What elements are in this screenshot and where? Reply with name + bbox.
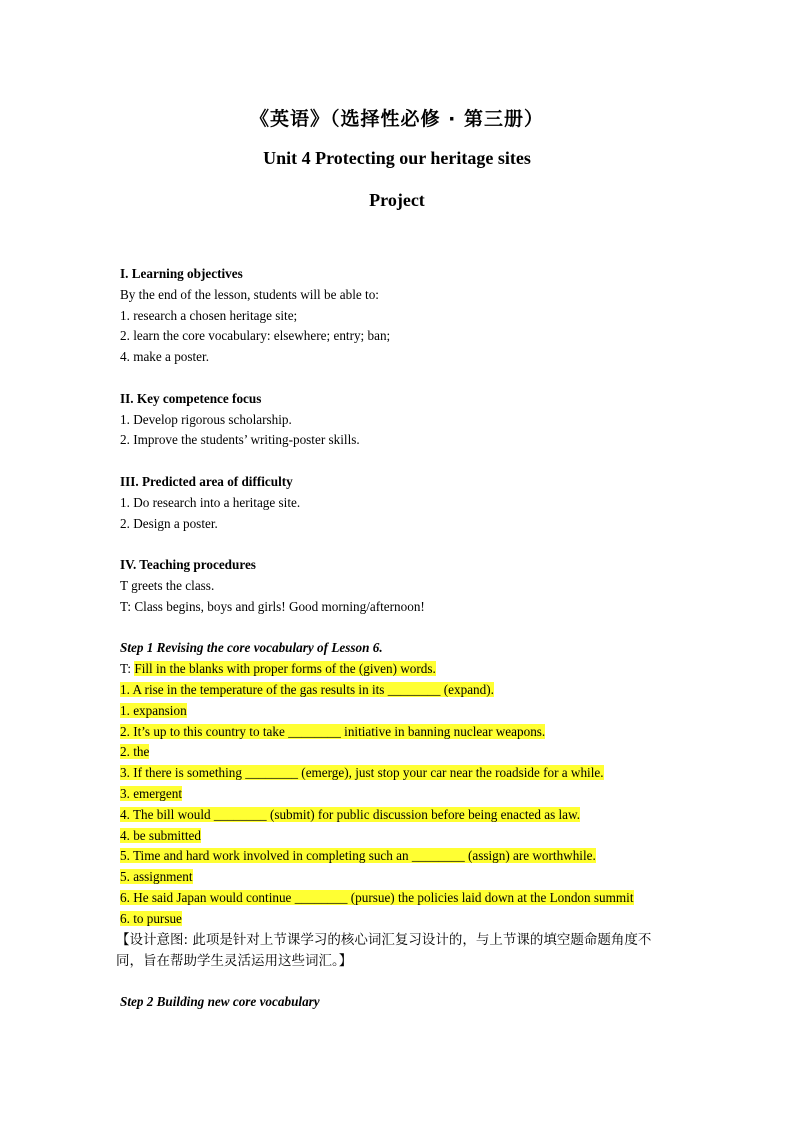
instruction-text: Fill in the blanks with proper forms of the (given) words. [134, 661, 436, 677]
exercise-answer: 3. emergent [120, 785, 183, 801]
difficulty-heading: III. Predicted area of difficulty [120, 473, 293, 489]
textbook-title: 《英语》（选择性必修 · 第三册） [250, 108, 544, 130]
procedures-heading: IV. Teaching procedures [120, 557, 256, 573]
objective-item: 4. make a poster. [120, 349, 209, 365]
exercise-question: 5. Time and hard work involved in completing such an ________ (assign) are worthwhile. [120, 848, 596, 864]
exercise-question: 4. The bill would ________ (submit) for public discussion before being enacted as law. [120, 806, 581, 822]
objectives-heading: I. Learning objectives [120, 266, 243, 281]
section-title: Project [369, 190, 425, 210]
procedure-line: T: Class begins, boys and girls! Good morning/afternoon! [120, 598, 425, 614]
lesson-content [116, 264, 720, 1013]
competence-item: 2. Improve the students’ writing-poster skills. [120, 432, 360, 448]
difficulty-item: 2. Design a poster. [120, 515, 218, 531]
unit-title: Unit 4 Protecting our heritage sites [263, 148, 531, 168]
exercise-answer: 5. assignment [120, 869, 193, 885]
design-note: 【设计意图: 此项是针对上节课学习的核心词汇复习设计的，与上节课的填空题命题角度不同，旨在帮助学生灵活运用这些词汇。】 [116, 931, 652, 969]
exercise-answer: 6. to pursue [120, 910, 182, 926]
objective-item: 1. research a chosen heritage site; [120, 307, 298, 323]
exercise-question: 2. It’s up to this country to take ________ initiative in banning nuclear weapons. [120, 723, 546, 739]
difficulty-item: 1. Do research into a heritage site. [120, 494, 301, 510]
exercise-question: 3. If there is something ________ (emerge), just stop your car near the roadside for a while. [120, 765, 604, 781]
objective-item: 2. learn the core vocabulary: elsewhere; entry; ban; [120, 328, 391, 344]
objectives-intro: By the end of the lesson, students will be able to: [120, 286, 379, 302]
exercise-answer: 4. be submitted [120, 827, 201, 843]
step2-heading: Step 2 Building new core vocabulary [120, 994, 320, 1010]
exercise-question: 6. He said Japan would continue ________ (pursue) the policies laid down at the London summit [120, 889, 634, 905]
exercise-answer: 1. expansion [120, 702, 187, 718]
exercise-answer: 2. the [120, 744, 150, 760]
exercise-question: 1. A rise in the temperature of the gas results in its ________ (expand). [120, 681, 494, 697]
step1-instruction [120, 659, 720, 680]
competence-item: 1. Develop rigorous scholarship. [120, 411, 292, 427]
step1-heading: Step 1 Revising the core vocabulary of Lesson 6. [120, 640, 383, 656]
procedure-line: T greets the class. [120, 577, 215, 593]
instruction-prefix: T: [120, 661, 135, 677]
competence-heading: II. Key competence focus [120, 390, 262, 406]
